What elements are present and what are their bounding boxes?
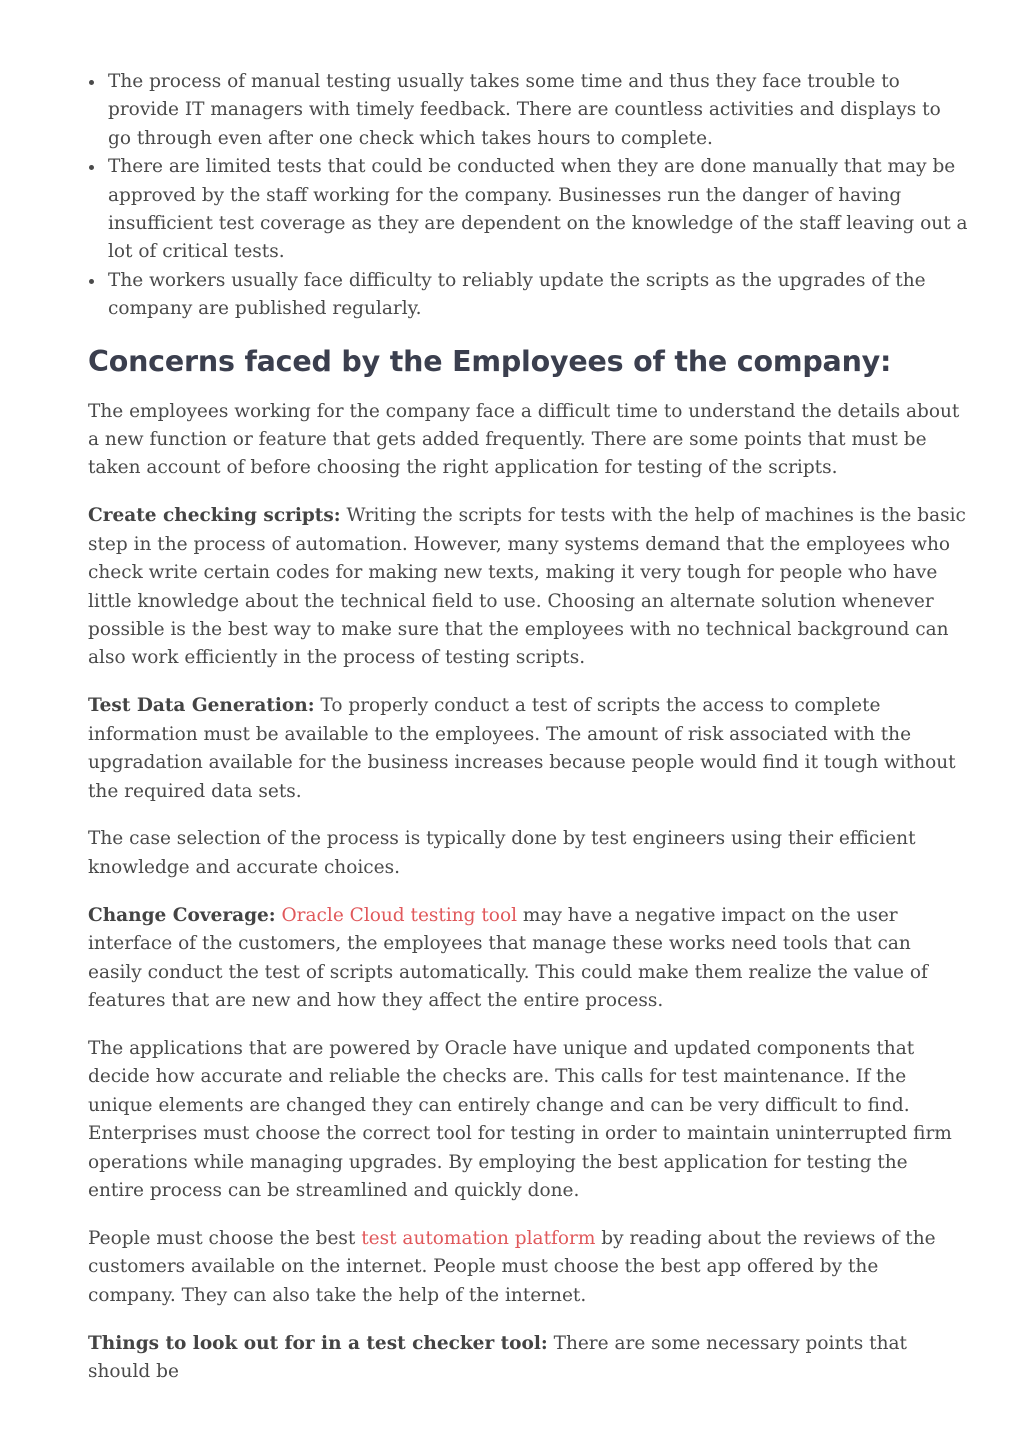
test-automation-platform-link[interactable]: test automation platform [361,1227,596,1249]
look-out-text: There are some necessary points that should be [88,1332,907,1382]
oracle-apps-paragraph: The applications that are powered by Oracle have unique and updated components that decide how accurate and reliable the checks are. This calls for test maintenance. If the unique elements are changed they can entirely change and can be very difficult to find. Enterprises must choose the correct tool for testing in order to maintain uninterrupted firm operations while managing upgrades. By employing the best application for testing the entire process can be streamlined and quickly done. [88,1037,952,1201]
look-out-lead: Things to look out for in a test checker tool: [88,1332,548,1354]
bullet-icon [89,279,94,284]
bullet-icon [89,80,94,85]
create-scripts-lead: Create checking scripts: [88,505,341,527]
test-data-paragraph [88,692,968,806]
oracle-cloud-testing-link[interactable]: Oracle Cloud testing tool [281,904,518,926]
issues-list [88,68,968,324]
look-out-paragraph [88,1330,968,1387]
list-item-text: There are limited tests that could be conducted when they are done manually that may be approved by the staff working for the company. Businesses run the danger of having insufficient test coverage as they are dependent on the knowledge of the staff leaving out a lot of critical tests. [108,156,968,263]
list-item [108,267,968,324]
create-scripts-text: Writing the scripts for tests with the help of machines is the basic step in the process of automation. However, many systems demand that the employees who check write certain codes for making new texts, making it very tough for people who have little knowledge about the technical field to use. Choosing an alternate solution whenever possible is the best way to make sure that the employees with no technical background can also work efficiently in the process of testing scripts. [88,505,966,669]
test-data-lead: Test Data Generation: [88,695,315,717]
test-data-text: To properly conduct a test of scripts the access to complete information must be available to the employees. The amount of risk associated with the upgradation available for the business increases because people would find it tough without the required data sets. [88,695,956,802]
create-scripts-paragraph [88,502,968,672]
change-coverage-text: may have a negative impact on the user interface of the customers, the employees that manage these works need tools that can easily conduct the test of scripts automatically. This could make them realize the value of features that are new and how they affect the entire process. [88,904,928,1011]
article-body [88,68,968,1406]
choose-best-after: by reading about the reviews of the customers available on the internet. People must choose the best app offered by the company. They can also take the help of the internet. [88,1227,936,1306]
bullet-icon [89,165,94,170]
change-coverage-paragraph [88,902,968,1016]
list-item [108,68,968,153]
list-item-text: The workers usually face difficulty to reliably update the scripts as the upgrades of the company are published regularly. [108,269,926,320]
section-heading: Concerns faced by the Employees of the company: [88,344,892,378]
choose-best-paragraph [88,1225,968,1310]
intro-paragraph: The employees working for the company face a difficult time to understand the details about a new function or feature that gets added frequently. There are some points that must be taken account of before choosing the right application for testing of the scripts. [88,400,960,479]
change-coverage-lead: Change Coverage: [88,904,276,926]
list-item [108,153,968,267]
choose-best-before: People must choose the best [88,1227,362,1249]
case-selection-paragraph: The case selection of the process is typically done by test engineers using their efficient knowledge and accurate choices. [88,828,916,878]
list-item-text: The process of manual testing usually takes some time and thus they face trouble to provide IT managers with timely feedback. There are countless activities and displays to go through even after one check which takes hours to complete. [108,71,941,149]
